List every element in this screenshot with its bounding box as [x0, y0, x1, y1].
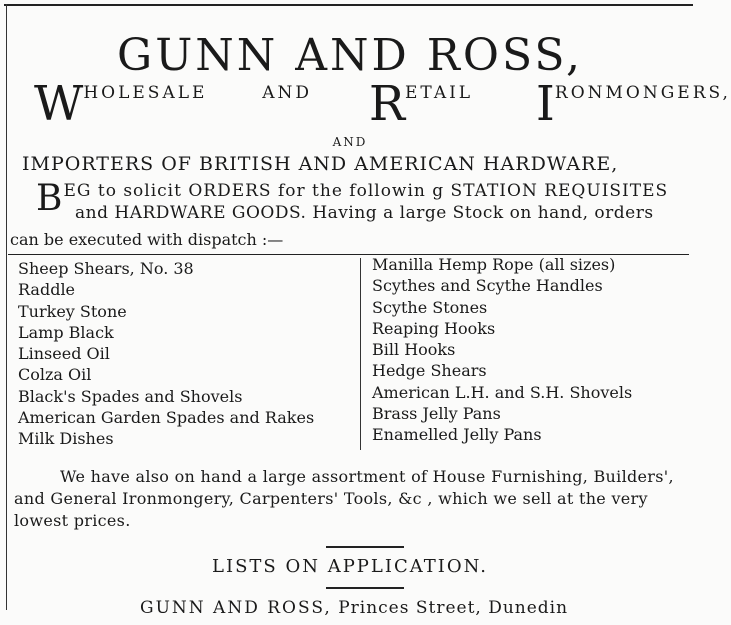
- and-line: AND: [332, 135, 368, 149]
- subtitle-retail: ETAIL: [405, 83, 474, 103]
- list-item: Turkey Stone: [18, 301, 127, 321]
- list-item: Bill Hooks: [372, 340, 456, 360]
- lists-bottom-rule: [326, 587, 404, 589]
- list-item: Reaping Hooks: [372, 318, 496, 338]
- subtitle-and: AND: [262, 83, 313, 103]
- left-border-rule: [6, 4, 7, 610]
- items-left-column: [18, 258, 314, 450]
- list-item: Enamelled Jelly Pans: [372, 425, 542, 445]
- list-item: Linseed Oil: [18, 344, 110, 364]
- list-item: Colza Oil: [18, 365, 92, 385]
- intro-line-3: can be executed with dispatch :—: [10, 230, 284, 249]
- list-item: Raddle: [18, 280, 76, 300]
- footer-signature: [140, 598, 568, 618]
- advert-title: GUNN AND ROSS,: [117, 30, 583, 81]
- footer-address: Princes Street, Dunedin: [338, 598, 569, 618]
- top-border-rule: [4, 4, 693, 6]
- subtitle-w-cap: W: [34, 76, 84, 132]
- list-item: Scythes and Scythe Handles: [372, 276, 603, 296]
- footer-firm-name: GUNN AND ROSS,: [140, 598, 332, 618]
- list-item: Scythe Stones: [372, 297, 488, 317]
- importers-line: IMPORTERS OF BRITISH AND AMERICAN HARDWARE,: [22, 153, 619, 175]
- column-divider: [360, 258, 361, 450]
- subtitle-r-cap: R: [368, 76, 405, 132]
- intro-text-1: EG to solicit ORDERS for the followin g STATION REQUISITES: [63, 181, 669, 201]
- list-item: Brass Jelly Pans: [372, 404, 501, 424]
- intro-line-2: and HARDWARE GOODS. Having a large Stock on hand, orders: [75, 203, 654, 223]
- advert-subtitle: [34, 76, 731, 132]
- list-item: Milk Dishes: [18, 429, 114, 449]
- subtitle-ironmongers: RONMONGERS,: [554, 83, 731, 103]
- lists-top-rule: [326, 546, 404, 548]
- list-item: Black's Spades and Shovels: [18, 386, 243, 406]
- subtitle-i-cap: I: [535, 76, 555, 132]
- subtitle-wholesale: HOLESALE: [83, 83, 208, 103]
- closing-paragraph: We have also on hand a large assortment of House Furnishing, Builders', and General Ironmongery, Carpenters' Tools, &c , which we sell at the very lowest prices.: [14, 467, 674, 530]
- items-right-column: [372, 254, 632, 446]
- list-item: Hedge Shears: [372, 361, 487, 381]
- list-item: American L.H. and S.H. Shovels: [372, 382, 633, 402]
- list-item: Sheep Shears, No. 38: [18, 259, 194, 278]
- lists-on-application: LISTS ON APPLICATION.: [212, 556, 488, 577]
- intro-drop-cap: B: [36, 178, 64, 219]
- list-item: Lamp Black: [18, 322, 114, 342]
- list-item: Manilla Hemp Rope (all sizes): [372, 255, 616, 274]
- list-item: American Garden Spades and Rakes: [18, 408, 315, 428]
